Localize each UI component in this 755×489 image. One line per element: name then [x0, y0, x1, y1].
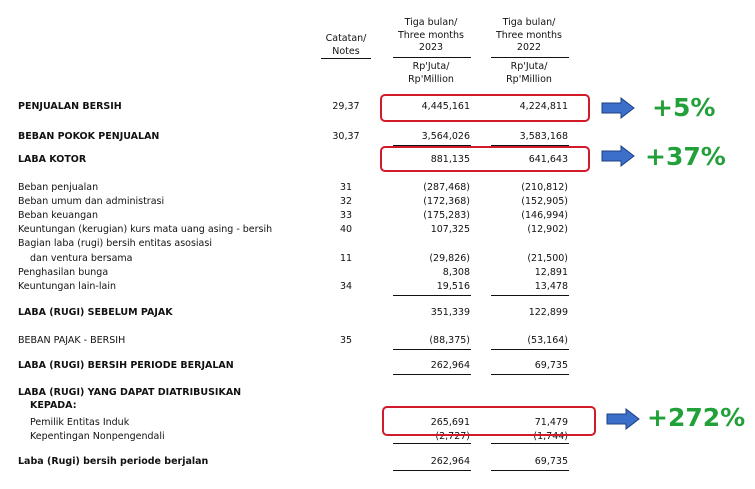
net-profit-dblline-2023-a — [393, 374, 471, 375]
row-label-ga-expense: Beban umum dan administrasi — [18, 196, 165, 207]
unit2023-header — [390, 61, 472, 86]
col2023-line3: 2023 — [418, 42, 444, 53]
row-note-net-sales: 29,37 — [332, 101, 360, 112]
row-2022-fx-gain: (12,902) — [527, 224, 568, 235]
notes-header-underline — [321, 58, 371, 59]
row-note-ga-expense: 32 — [339, 196, 353, 207]
row-2022-net-sales: 4,224,811 — [519, 101, 568, 112]
notes-header-line1: Catatan/ — [325, 33, 367, 44]
row-label-net-sales: PENJUALAN BERSIH — [18, 101, 122, 112]
col2022-line2: Three months — [495, 29, 562, 41]
row-label-owners-parent: Pemilik Entitas Induk — [30, 417, 130, 428]
row-2023-selling-expense: (287,468) — [423, 182, 470, 193]
row-2023-fx-gain: 107,325 — [430, 224, 470, 235]
col2022-line3: 2022 — [516, 42, 542, 53]
row-2023-finance-expense: (175,283) — [423, 210, 470, 221]
row-label-attributable-to: KEPADA: — [30, 400, 77, 411]
row-2022-net-profit-total: 69,735 — [534, 456, 568, 467]
col2022-header-underline — [491, 57, 569, 58]
row-note-fx-gain: 40 — [339, 224, 353, 235]
unit2022-line1: Rp'Juta/ — [510, 61, 548, 72]
highlight-box-gross-profit — [380, 146, 590, 172]
row-2022-gross-profit: 641,643 — [528, 154, 568, 165]
row-2022-ga-expense: (152,905) — [521, 196, 568, 207]
row-2023-nci: (2,727) — [435, 431, 470, 442]
row-2023-ga-expense: (172,368) — [423, 196, 470, 207]
row-label-interest-income: Penghasilan bunga — [18, 267, 109, 278]
other-gains-underline-2023 — [393, 295, 471, 296]
tax-underline-2023 — [393, 349, 471, 350]
gross-profit-growth-label: +37% — [645, 142, 726, 171]
row-2023-gross-profit: 881,135 — [430, 154, 470, 165]
row-2022-interest-income: 12,891 — [534, 267, 568, 278]
row-note-finance-expense: 33 — [339, 210, 353, 221]
row-label-other-gains: Keuntungan lain-lain — [18, 281, 116, 292]
row-2023-profit-before-tax: 351,339 — [430, 307, 470, 318]
row-label-associates-line2: dan ventura bersama — [30, 253, 133, 264]
col2023-header-underline — [393, 57, 471, 58]
row-note-tax-expense: 35 — [339, 335, 353, 346]
arrow-right-icon — [601, 145, 635, 167]
row-2022-associates: (21,500) — [527, 253, 568, 264]
unit2023-line1: Rp'Juta/ — [412, 61, 450, 72]
row-note-other-gains: 34 — [339, 281, 353, 292]
unit2023-line2: Rp'Million — [408, 73, 454, 85]
col2022-line1: Tiga bulan/ — [502, 17, 556, 28]
row-label-associates-line1: Bagian laba (rugi) bersih entitas asosiasi — [18, 238, 212, 249]
row-label-selling-expense: Beban penjualan — [18, 182, 99, 193]
row-label-cogs: BEBAN POKOK PENJUALAN — [18, 131, 160, 142]
col2022-header — [488, 17, 570, 55]
row-note-cogs: 30,37 — [332, 131, 360, 142]
col2023-line2: Three months — [397, 29, 464, 41]
row-2022-other-gains: 13,478 — [534, 281, 568, 292]
row-2023-interest-income: 8,308 — [442, 267, 470, 278]
row-2023-net-profit: 262,964 — [430, 360, 470, 371]
sales-growth-label: +5% — [652, 93, 716, 122]
unit2022-line2: Rp'Million — [506, 73, 552, 85]
row-note-selling-expense: 31 — [339, 182, 353, 193]
arrow-right-icon — [606, 408, 640, 430]
row-2023-associates: (29,826) — [429, 253, 470, 264]
highlight-box-net-profit-parent — [382, 406, 596, 436]
nci-underline-2022 — [491, 443, 569, 444]
row-2023-owners-parent: 265,691 — [430, 417, 470, 428]
unit2022-header — [488, 61, 570, 86]
row-label-net-profit-total: Laba (Rugi) bersih periode berjalan — [18, 456, 209, 467]
net-profit-growth-label: +272% — [647, 403, 746, 432]
final-underline-2022 — [491, 470, 569, 471]
row-label-net-profit: LABA (RUGI) BERSIH PERIODE BERJALAN — [18, 360, 234, 371]
tax-underline-2022 — [491, 349, 569, 350]
net-profit-dblline-2022-a — [491, 374, 569, 375]
row-2022-cogs: 3,583,168 — [519, 131, 568, 142]
row-2022-selling-expense: (210,812) — [521, 182, 568, 193]
row-2023-other-gains: 19,516 — [436, 281, 470, 292]
row-2023-net-sales: 4,445,161 — [421, 101, 470, 112]
row-note-associates: 11 — [339, 253, 353, 264]
row-label-profit-before-tax: LABA (RUGI) SEBELUM PAJAK — [18, 307, 173, 318]
row-2023-tax-expense: (88,375) — [429, 335, 470, 346]
row-2022-profit-before-tax: 122,899 — [528, 307, 568, 318]
row-2023-cogs: 3,564,026 — [421, 131, 470, 142]
notes-header-line2: Notes — [332, 45, 360, 57]
row-label-attributable: LABA (RUGI) YANG DAPAT DIATRIBUSIKAN — [18, 387, 242, 398]
row-2022-owners-parent: 71,479 — [534, 417, 568, 428]
row-2022-finance-expense: (146,994) — [521, 210, 568, 221]
highlight-box-net-sales — [380, 94, 590, 122]
row-label-fx-gain: Keuntungan (kerugian) kurs mata uang asing - bersih — [18, 224, 273, 235]
notes-header — [322, 33, 370, 58]
row-2023-net-profit-total: 262,964 — [430, 456, 470, 467]
other-gains-underline-2022 — [491, 295, 569, 296]
row-2022-nci: (1,744) — [533, 431, 568, 442]
row-2022-net-profit: 69,735 — [534, 360, 568, 371]
row-label-gross-profit: LABA KOTOR — [18, 154, 87, 165]
col2023-header — [390, 17, 472, 55]
final-underline-2023 — [393, 470, 471, 471]
row-label-nci: Kepentingan Nonpengendali — [30, 431, 165, 442]
arrow-right-icon — [601, 97, 635, 119]
row-label-finance-expense: Beban keuangan — [18, 210, 98, 221]
row-label-tax-expense: BEBAN PAJAK - BERSIH — [18, 335, 126, 346]
nci-underline-2023 — [393, 443, 471, 444]
col2023-line1: Tiga bulan/ — [404, 17, 458, 28]
row-2022-tax-expense: (53,164) — [527, 335, 568, 346]
